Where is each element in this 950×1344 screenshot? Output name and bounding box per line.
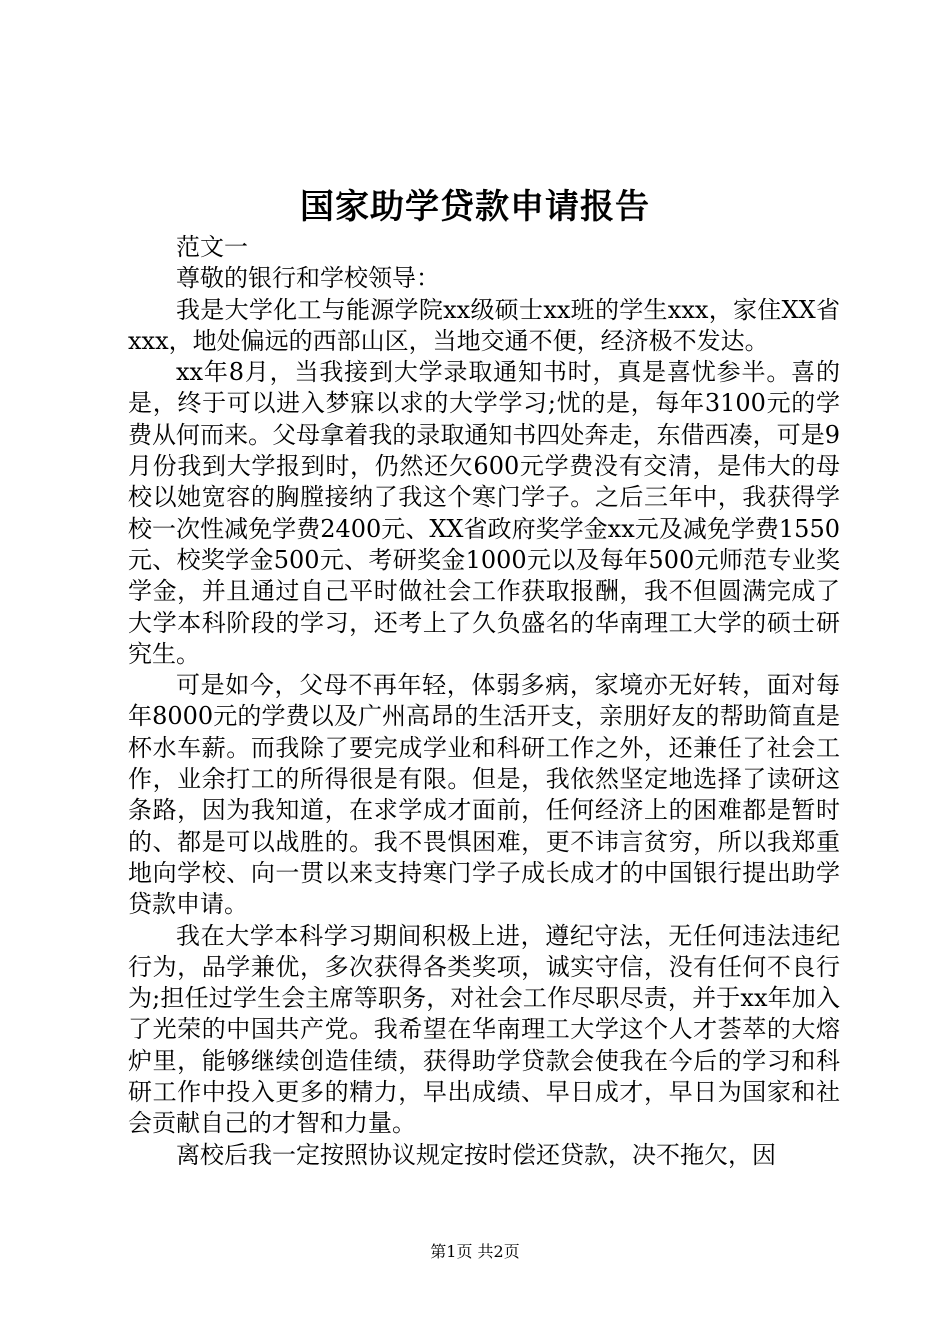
paragraph: 我是大学化工与能源学院xx级硕士xx班的学生xxx，家住XX省xxx，地处偏远的西部山区，当地交通不便，经济极不发达。 (128, 295, 840, 355)
page-footer: 第1页 共2页 (430, 1242, 520, 1261)
paragraph-heading: 范文一 (176, 233, 248, 261)
paragraph: 我在大学本科学习期间积极上进，遵纪守法，无任何违法违纪行为，品学兼优，多次获得各类奖项，诚实守信，没有任何不良行为;担任过学生会主席等职务，对社会工作尽职尽责，并于xx年加入了光荣的中国共产党。我希望在华南理工大学这个人才荟萃的大熔炉里，能够继续创造佳绩，获得助学贷款会使我在今后的学习和科研工作中投入更多的精力，早出成绩、早日成才，早日为国家和社会贡献自己的才智和力量。 (128, 921, 840, 1138)
paragraph: xx年8月，当我接到大学录取通知书时，真是喜忧参半。喜的是，终于可以进入梦寐以求的大学学习;忧的是，每年3100元的学费从何而来。父母拿着我的录取通知书四处奔走，东借西凑，可是9月份我到大学报到时，仍然还欠600元学费没有交清，是伟大的母校以她宽容的胸膛接纳了我这个寒门学子。之后三年中，我获得学校一次性减免学费2400元、XX省政府奖学金xx元及减免学费1550元、校奖学金500元、考研奖金1000元以及每年500元师范专业奖学金，并且通过自己平时做社会工作获取报酬，我不但圆满完成了大学本科阶段的学习，还考上了久负盛名的华南理工大学的硕士研究生。 (128, 358, 840, 668)
document-body (128, 232, 840, 1171)
paragraph: 可是如今，父母不再年轻，体弱多病，家境亦无好转，面对每年8000元的学费以及广州高昂的生活开支，亲朋好友的帮助简直是杯水车薪。而我除了要完成学业和科研工作之外，还兼任了社会工作，业余打工的所得很是有限。但是，我依然坚定地选择了读研这条路，因为我知道，在求学成才面前，任何经济上的困难都是暂时的、都是可以战胜的。我不畏惧困难，更不讳言贫穷，所以我郑重地向学校、向一贯以来支持寒门学子成长成才的中国银行提出助学贷款申请。 (128, 671, 840, 919)
paragraph: 离校后我一定按照协议规定按时偿还贷款，决不拖欠，因 (176, 1140, 776, 1169)
paragraph-salutation: 尊敬的银行和学校领导： (176, 264, 440, 293)
document-title: 国家助学贷款申请报告 (300, 187, 650, 227)
